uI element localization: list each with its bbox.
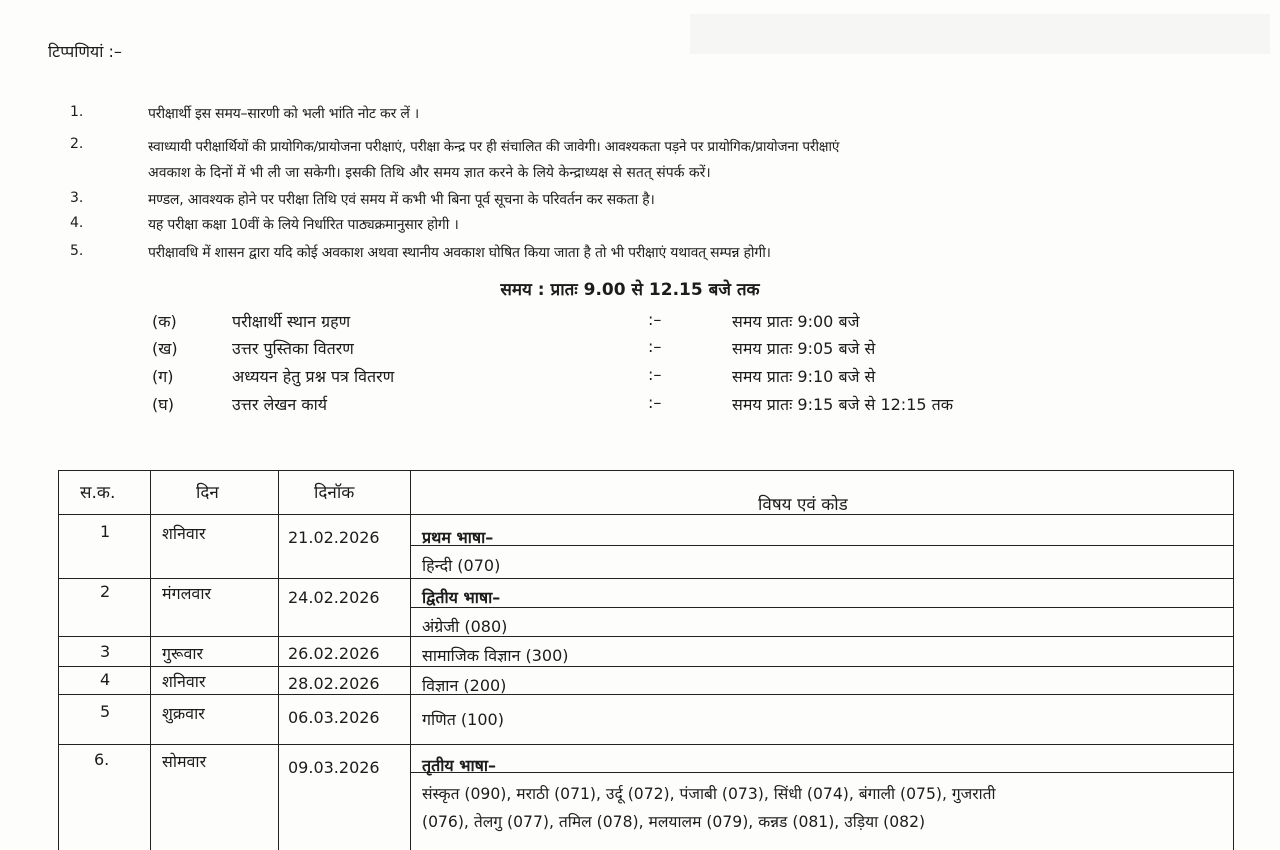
- table-cell-date: 09.03.2026: [288, 758, 380, 777]
- schedule-label: (ख): [152, 339, 178, 358]
- table-rule: [58, 666, 1234, 667]
- table-rule: [58, 744, 1234, 745]
- table-rule: [58, 514, 1234, 515]
- exam-timetable: [58, 470, 1238, 850]
- table-cell-subject: संस्कृत (090), मराठी (071), उर्दू (072), पंजाबी (073), सिंधी (074), बंगाली (075), गुजराती: [422, 785, 996, 803]
- table-rule: [410, 545, 1234, 546]
- table-cell-subject: हिन्दी (070): [422, 556, 501, 575]
- table-cell-subject: सामाजिक विज्ञान (300): [422, 646, 569, 665]
- note-item: [0, 190, 1280, 214]
- schedule-separator: :–: [648, 393, 662, 412]
- table-rule: [410, 772, 1234, 773]
- schedule-separator: :–: [648, 337, 662, 356]
- note-item: [0, 104, 1280, 128]
- schedule-label: (घ): [152, 395, 174, 414]
- note-number: 5.: [70, 243, 84, 259]
- note-number: 4.: [70, 215, 84, 231]
- note-text-continued: अवकाश के दिनों में भी ली जा सकेगी। इसकी तिथि और समय ज्ञात करने के लिये केन्द्राध्यक्ष से सतत् संपर्क करें।: [148, 165, 711, 181]
- table-rule: [58, 636, 1234, 637]
- table-rule: [410, 470, 411, 850]
- table-cell-subject: विज्ञान (200): [422, 676, 507, 695]
- schedule-activity: अध्ययन हेतु प्रश्न पत्र वितरण: [232, 367, 395, 386]
- note-text: मण्डल, आवश्यक होने पर परीक्षा तिथि एवं समय में कभी भी बिना पूर्व सूचना के परिवर्तन कर सकता है।: [148, 192, 655, 208]
- time-heading: समय : प्रातः 9.00 से 12.15 बजे तक: [500, 280, 760, 300]
- table-cell-day: गुरूवार: [162, 644, 204, 663]
- table-rule: [58, 694, 1234, 695]
- note-text: स्वाध्यायी परीक्षार्थियों की प्रायोगिक/प्रायोजना परीक्षाएं, परीक्षा केन्द्र पर ही संचालित की जावेगी। आवश्यकता पड़ने पर प्रायोगिक/प्रायोजना परीक्षाएं: [148, 139, 840, 155]
- header-subject: विषय एवं कोड: [758, 495, 848, 515]
- header-serial-no: स.क.: [80, 483, 116, 503]
- schedule-time: समय प्रातः 9:10 बजे से: [732, 367, 876, 386]
- schedule-separator: :–: [648, 310, 662, 329]
- table-rule: [410, 607, 1234, 608]
- table-cell-subject-title: प्रथम भाषा–: [422, 528, 494, 547]
- table-cell-date: 06.03.2026: [288, 708, 380, 727]
- schedule-row: [0, 393, 1280, 419]
- table-cell-serial-no: 4: [100, 670, 111, 689]
- schedule-row: [0, 365, 1280, 391]
- table-cell-serial-no: 5: [100, 702, 111, 721]
- note-number: 2.: [70, 136, 84, 152]
- header-day: दिन: [196, 483, 219, 503]
- note-text: परीक्षार्थी इस समय–सारणी को भली भांति नोट कर लें ।: [148, 106, 419, 122]
- schedule-time: समय प्रातः 9:00 बजे: [732, 312, 860, 331]
- table-cell-subject-title: द्वितीय भाषा–: [422, 588, 501, 607]
- schedule-time: समय प्रातः 9:15 बजे से 12:15 तक: [732, 395, 954, 414]
- table-rule: [1233, 470, 1234, 850]
- table-rule: [150, 470, 151, 850]
- table-cell-day: मंगलवार: [162, 584, 212, 603]
- table-cell-serial-no: 2: [100, 582, 111, 601]
- table-cell-date: 28.02.2026: [288, 674, 380, 693]
- table-cell-date: 21.02.2026: [288, 528, 380, 547]
- schedule-label: (क): [152, 312, 177, 331]
- schedule-row: [0, 337, 1280, 363]
- note-number: 3.: [70, 190, 84, 206]
- note-item: [0, 243, 1280, 267]
- table-cell-date: 26.02.2026: [288, 644, 380, 663]
- schedule-activity: उत्तर लेखन कार्य: [232, 395, 328, 414]
- table-cell-day: शनिवार: [162, 524, 206, 543]
- schedule-activity: परीक्षार्थी स्थान ग्रहण: [232, 312, 351, 331]
- table-cell-subject-continued: (076), तेलगु (077), तमिल (078), मलयालम (079), कन्नड (081), उड़िया (082): [422, 813, 926, 831]
- table-cell-day: शुक्रवार: [162, 704, 205, 723]
- table-cell-serial-no: 3: [100, 642, 111, 661]
- notes-heading: टिप्पणियां :–: [48, 42, 122, 61]
- header-date: दिनॉक: [314, 483, 355, 503]
- table-cell-day: शनिवार: [162, 672, 206, 691]
- schedule-time: समय प्रातः 9:05 बजे से: [732, 339, 876, 358]
- scan-shade: [690, 14, 1270, 54]
- table-cell-subject-title: तृतीय भाषा–: [422, 756, 497, 775]
- table-cell-serial-no: 6.: [94, 750, 110, 769]
- table-rule: [58, 470, 59, 850]
- note-text: यह परीक्षा कक्षा 10वीं के लिये निर्धारित पाठ्यक्रमानुसार होगी ।: [148, 217, 459, 233]
- note-item: [0, 215, 1280, 239]
- table-cell-serial-no: 1: [100, 522, 111, 541]
- table-rule: [58, 578, 1234, 579]
- table-rule: [278, 470, 279, 850]
- schedule-label: (ग): [152, 367, 174, 386]
- table-rule: [58, 470, 1234, 471]
- table-cell-day: सोमवार: [162, 752, 207, 771]
- note-item: [0, 136, 1280, 160]
- schedule-activity: उत्तर पुस्तिका वितरण: [232, 339, 354, 358]
- note-text: परीक्षावधि में शासन द्वारा यदि कोई अवकाश अथवा स्थानीय अवकाश घोषित किया जाता है तो भी परीक्षाएं यथावत् सम्पन्न होगी।: [148, 245, 771, 261]
- table-cell-subject: अंग्रेजी (080): [422, 617, 508, 636]
- schedule-row: [0, 310, 1280, 336]
- table-cell-date: 24.02.2026: [288, 588, 380, 607]
- table-cell-subject: गणित (100): [422, 710, 504, 729]
- note-number: 1.: [70, 104, 84, 120]
- schedule-separator: :–: [648, 365, 662, 384]
